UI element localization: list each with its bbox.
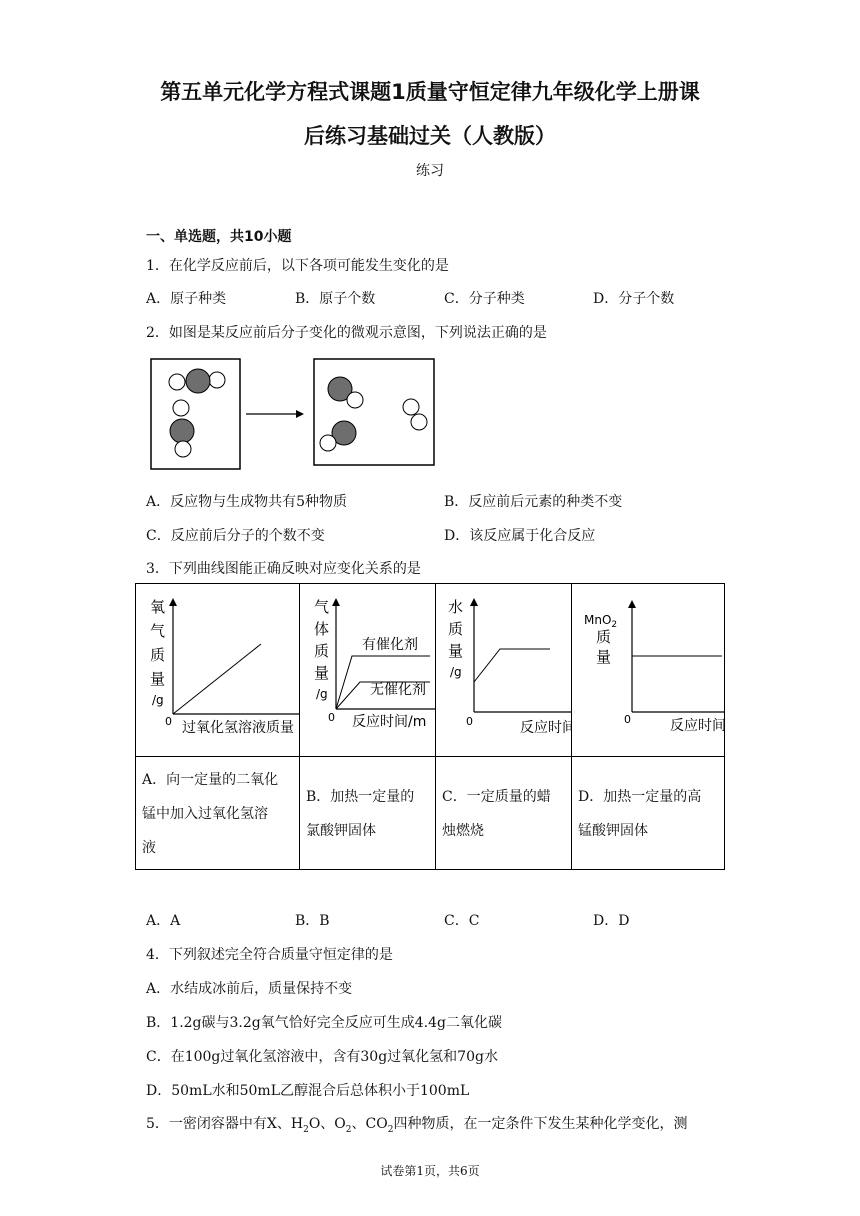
q5-subscript: 2 bbox=[345, 1124, 352, 1135]
caption-d bbox=[572, 757, 724, 848]
q4-stem: 4．下列叙述完全符合质量守恒定律的是 bbox=[146, 947, 393, 963]
q4-option-d: D．50mL水和50mL乙醇混合后总体积小于100mL bbox=[146, 1083, 470, 1099]
caption-a-cell bbox=[136, 757, 300, 870]
graph-a-ylabel-2: 气 bbox=[150, 622, 166, 640]
arrow-up-icon bbox=[470, 598, 478, 606]
graph-a-cell bbox=[136, 584, 300, 757]
graph-c-ylabel-3: 量 bbox=[448, 642, 464, 660]
atom-dark bbox=[186, 369, 210, 393]
caption-d-line-1: D．加热一定量的高 bbox=[578, 789, 702, 805]
q1-option-c: C．分子种类 bbox=[444, 291, 525, 307]
caption-a-line-3: 液 bbox=[142, 840, 156, 856]
arrow-up-icon bbox=[332, 598, 340, 606]
q1-option-a: A．原子种类 bbox=[146, 291, 227, 307]
q3-option-c: C．C bbox=[444, 913, 480, 929]
graph-a-ylabel-unit: /g bbox=[152, 693, 164, 707]
caption-b bbox=[300, 757, 435, 848]
q4-option-a: A．水结成冰前后，质量保持不变 bbox=[146, 981, 353, 997]
caption-c-cell bbox=[436, 757, 572, 870]
q3-option-d: D．D bbox=[593, 913, 630, 929]
q5-stem-part: 5．一密闭容器中有X、H bbox=[146, 1116, 304, 1132]
caption-b-cell bbox=[300, 757, 436, 870]
arrow-head-icon bbox=[296, 410, 304, 418]
graph-b-ylabel-1: 气 bbox=[314, 598, 330, 616]
arrow-up-icon bbox=[628, 600, 636, 608]
q5-stem bbox=[146, 1113, 687, 1135]
q2-stem: 2．如图是某反应前后分子变化的微观示意图，下列说法正确的是 bbox=[146, 325, 547, 341]
graph-b-ylabel-unit: /g bbox=[316, 687, 328, 701]
atom-white bbox=[169, 374, 185, 390]
q2-option-b: B．反应前后元素的种类不变 bbox=[444, 494, 623, 510]
graph-a-xlabel: 过氧化氢溶液质量 bbox=[182, 720, 294, 736]
graph-b bbox=[300, 584, 435, 752]
q5-stem-part: 、CO bbox=[351, 1116, 388, 1132]
graph-d-ylabel-top: MnO$_2$ bbox=[584, 613, 618, 630]
atom-dark bbox=[170, 419, 194, 443]
q5-stem-part: 四种物质，在一定条件下发生某种化学变化，测 bbox=[393, 1116, 688, 1132]
atom-white bbox=[175, 441, 191, 457]
q5-subscript: 2 bbox=[303, 1124, 309, 1135]
graph-b-curve2-label: 无催化剂 bbox=[370, 682, 426, 698]
document-title-line2: 后练习基础过关（人教版） bbox=[304, 124, 556, 148]
graph-c-ylabel-1: 水 bbox=[448, 598, 464, 616]
q1-option-d: D．分子个数 bbox=[593, 291, 675, 307]
caption-b-line-2: 氯酸钾固体 bbox=[306, 823, 376, 839]
section-heading: 一、单选题，共10小题 bbox=[146, 229, 292, 245]
q3-stem: 3．下列曲线图能正确反映对应变化关系的是 bbox=[146, 561, 421, 577]
graph-d-origin: 0 bbox=[624, 713, 631, 726]
q1-stem: 1．在化学反应前后，以下各项可能发生变化的是 bbox=[146, 258, 449, 274]
graph-c-cell bbox=[436, 584, 572, 757]
atom-white bbox=[403, 399, 419, 415]
graph-b-cell bbox=[300, 584, 436, 757]
atom-white bbox=[411, 414, 427, 430]
graph-d bbox=[572, 584, 724, 752]
graph-d-xlabel: 反应时间 bbox=[670, 718, 724, 734]
graph-b-curve1-label: 有催化剂 bbox=[362, 637, 418, 653]
caption-c-line-2: 烛燃烧 bbox=[442, 823, 484, 839]
graph-b-ylabel-2: 体 bbox=[314, 620, 330, 638]
q3-option-b: B．B bbox=[295, 913, 330, 929]
document-title-line1: 第五单元化学方程式课题1质量守恒定律九年级化学上册课 bbox=[160, 80, 700, 104]
graph-c bbox=[436, 584, 571, 752]
document-subtitle: 练习 bbox=[416, 163, 444, 179]
graph-a-ylabel-3: 质 bbox=[150, 646, 166, 664]
graph-c-ylabel-unit: /g bbox=[450, 665, 462, 679]
q3-graph-table bbox=[135, 583, 725, 870]
graph-b-origin: 0 bbox=[328, 711, 335, 724]
q2-option-c: C．反应前后分子的个数不变 bbox=[146, 528, 325, 544]
q4-option-b: B．1.2g碳与3.2g氧气恰好完全反应可生成4.4g二氧化碳 bbox=[146, 1015, 502, 1031]
q1-option-b: B．原子个数 bbox=[295, 291, 376, 307]
graph-a-ylabel-4: 量 bbox=[150, 670, 166, 688]
graph-c-origin: 0 bbox=[466, 715, 473, 728]
graph-c-ylabel-2: 质 bbox=[448, 620, 464, 638]
graph-d-ylabel-1: 质 bbox=[596, 628, 612, 646]
arrow-up-icon bbox=[169, 598, 177, 606]
q5-subscript: 2 bbox=[387, 1124, 394, 1135]
graph-b-xlabel: 反应时间/m bbox=[352, 714, 427, 730]
q4-option-c: C．在100g过氧化氢溶液中，含有30g过氧化氢和70g水 bbox=[146, 1049, 498, 1065]
q2-option-d: D．该反应属于化合反应 bbox=[444, 528, 596, 544]
caption-a-line-2: 锰中加入过氧化氢溶 bbox=[142, 806, 268, 822]
graph-a-ylabel-1: 氧 bbox=[150, 598, 166, 616]
graph-c-curve bbox=[474, 649, 550, 682]
caption-d-line-2: 锰酸钾固体 bbox=[578, 823, 648, 839]
graph-a-origin: 0 bbox=[165, 715, 172, 728]
atom-white bbox=[347, 392, 363, 408]
page-footer: 试卷第1页，共6页 bbox=[380, 1164, 480, 1178]
atom-white bbox=[209, 372, 225, 388]
caption-a-line-1: A．向一定量的二氧化 bbox=[142, 772, 279, 788]
q2-option-a: A．反应物与生成物共有5种物质 bbox=[146, 494, 348, 510]
graph-d-ylabel-2: 量 bbox=[596, 648, 612, 666]
caption-d-cell bbox=[572, 757, 725, 870]
atom-white bbox=[320, 435, 336, 451]
q2-molecule-diagram bbox=[148, 355, 440, 473]
graph-d-cell bbox=[572, 584, 725, 757]
q5-stem-part: O、O bbox=[308, 1116, 346, 1132]
graph-b-ylabel-3: 质 bbox=[314, 642, 330, 660]
caption-c bbox=[436, 757, 571, 848]
graph-a-curve bbox=[173, 644, 261, 714]
q3-option-a: A．A bbox=[146, 913, 181, 929]
caption-c-line-1: C．一定质量的蜡 bbox=[442, 789, 551, 805]
atom-white bbox=[173, 400, 189, 416]
caption-b-line-1: B．加热一定量的 bbox=[306, 789, 415, 805]
graph-a bbox=[136, 584, 299, 752]
graph-b-ylabel-4: 量 bbox=[314, 664, 330, 682]
graph-c-xlabel: 反应时间 bbox=[520, 720, 571, 736]
caption-a bbox=[136, 757, 299, 865]
